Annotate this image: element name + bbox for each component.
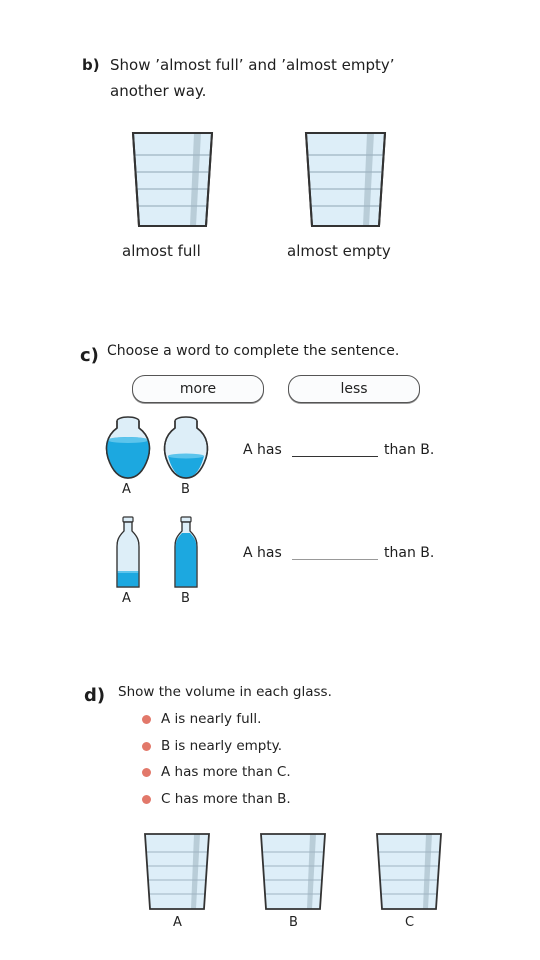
glass-label-b: B	[289, 915, 298, 930]
bullet-text-1: A is nearly full.	[161, 711, 262, 727]
vase-b-icon	[162, 414, 210, 482]
row2-label-a: A	[122, 591, 131, 606]
glass-a[interactable]	[143, 832, 211, 912]
bullet-text-4: C has more than B.	[161, 791, 291, 807]
caption-almost-full: almost full	[122, 242, 201, 260]
word-option-more[interactable]: more	[132, 375, 264, 403]
row2-label-b: B	[181, 591, 190, 606]
glass-label-c: C	[405, 915, 415, 930]
bullet-text-2: B is nearly empty.	[161, 738, 283, 754]
bullet-dot	[142, 768, 151, 777]
question-label-c: c)	[80, 345, 99, 366]
question-c-instruction: Choose a word to complete the sentence.	[107, 343, 400, 359]
row1-label-b: B	[181, 482, 190, 497]
glass-c[interactable]	[375, 832, 443, 912]
caption-almost-empty: almost empty	[287, 242, 391, 260]
glass-label-a: A	[173, 915, 182, 930]
row2-answer-blank[interactable]	[292, 559, 378, 560]
row1-sentence-start: A has	[243, 442, 282, 458]
row1-answer-blank[interactable]	[292, 456, 378, 457]
bullet-dot	[142, 715, 151, 724]
row1-sentence-end: than B.	[384, 442, 435, 458]
glass-almost-empty[interactable]	[303, 130, 388, 230]
row2-sentence-start: A has	[243, 545, 282, 561]
question-b-text-line1: Show ’almost full’ and ’almost empty’	[110, 56, 395, 74]
question-label-d: d)	[84, 685, 106, 706]
glass-b[interactable]	[259, 832, 327, 912]
glass-almost-full[interactable]	[130, 130, 215, 230]
bottle-a-icon	[114, 515, 142, 591]
bullet-dot	[142, 742, 151, 751]
bullet-text-3: A has more than C.	[161, 764, 291, 780]
question-label-b: b)	[82, 56, 100, 74]
vase-a-icon	[104, 414, 152, 482]
question-d-instruction: Show the volume in each glass.	[118, 684, 332, 700]
question-b-text-line2: another way.	[110, 82, 207, 100]
bottle-b-icon	[172, 515, 200, 591]
row2-sentence-end: than B.	[384, 545, 435, 561]
word-option-less[interactable]: less	[288, 375, 420, 403]
bullet-dot	[142, 795, 151, 804]
row1-label-a: A	[122, 482, 131, 497]
